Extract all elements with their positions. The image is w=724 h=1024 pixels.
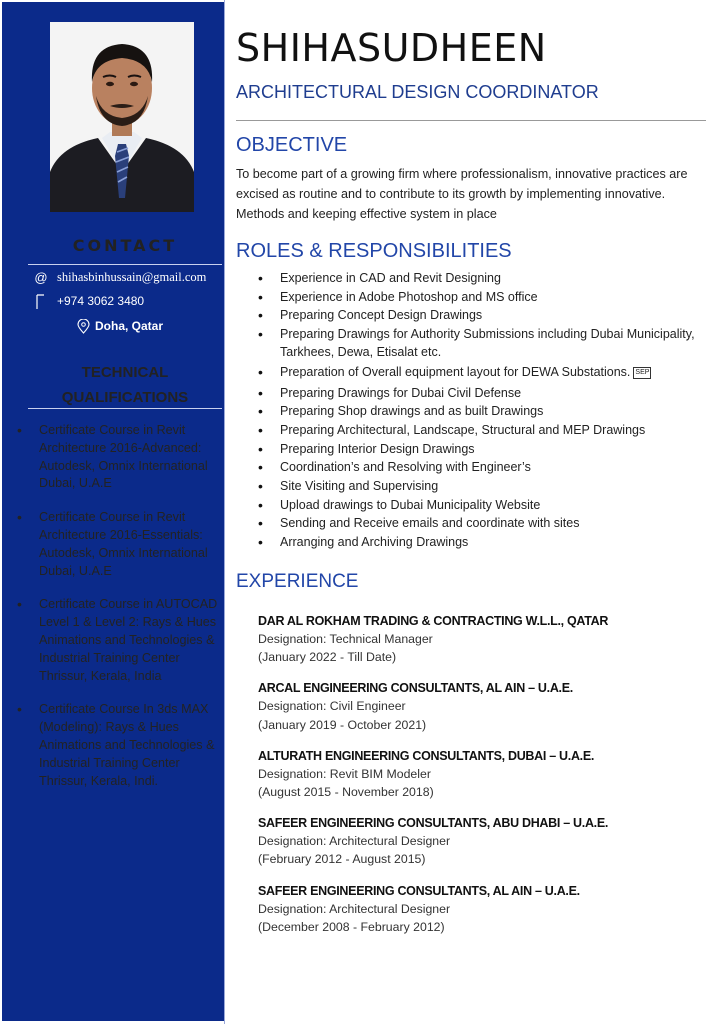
- email-row: [34, 270, 206, 285]
- at-sign-icon: @: [34, 269, 48, 285]
- phone-icon: [34, 294, 48, 308]
- role-item: • Experience in CAD and Revit Designing: [258, 270, 708, 288]
- job-title: ARCHITECTURAL DESIGN COORDINATOR: [236, 82, 599, 102]
- phone-number: +974 3062 3480: [57, 294, 145, 308]
- roles-list: [258, 270, 708, 553]
- experience-entry: [258, 679, 708, 733]
- experience-entry: [258, 747, 708, 801]
- location-pin-icon: [76, 319, 90, 333]
- role-item: • Coordination’s and Resolving with Engineer’s: [258, 459, 708, 477]
- experience-heading: EXPERIENCE: [236, 571, 359, 592]
- designation: Designation: Technical Manager: [258, 632, 433, 646]
- employment-period: (January 2022 - Till Date): [258, 650, 397, 665]
- qualification-item: • Certificate Course In 3ds MAX (Modeling): Rays & Hues Animations and Technologies & Industrial Training Center Thrissur, Kerala, Indi.: [14, 701, 218, 790]
- company-name: SAFEER ENGINEERING CONSULTANTS, ABU DHABI – U.A.E.: [258, 816, 609, 831]
- email-link[interactable]: shihasbinhussain@gmail.com: [57, 270, 207, 284]
- role-item: • Arranging and Archiving Drawings: [258, 534, 708, 552]
- employment-period: (August 2015 - November 2018): [258, 785, 434, 800]
- objective-text: To become part of a growing firm where professionalism, innovative practices are excised as routine and to contribute to its growth by implementing innovative. Methods and keeping effective system in place: [236, 167, 688, 221]
- qualification-item: • Certificate Course in Revit Architecture 2016-Essentials: Autodesk, Omnix International Dubai, U.A.E: [14, 509, 218, 580]
- employment-period: (January 2019 - October 2021): [258, 717, 427, 732]
- phone-row: [34, 294, 144, 308]
- candidate-name: SHIHASUDHEEN: [236, 26, 547, 70]
- objective-heading: OBJECTIVE: [236, 134, 348, 156]
- designation: Designation: Architectural Designer: [258, 901, 451, 916]
- role-item: • Preparing Architectural, Landscape, Structural and MEP Drawings: [258, 422, 708, 440]
- company-name: DAR AL ROKHAM TRADING & CONTRACTING W.L.L., QATAR: [258, 614, 609, 628]
- designation: Designation: Revit BIM Modeler: [258, 766, 431, 781]
- location-row: [76, 319, 163, 333]
- role-item: • Preparing Concept Design Drawings: [258, 307, 708, 325]
- role-item: • Upload drawings to Dubai Municipality Website: [258, 497, 708, 515]
- tech-heading-line1: TECHNICAL: [81, 364, 169, 381]
- role-item-text: Preparation of Overall equipment layout for DEWA Substations.: [280, 365, 631, 380]
- location-text: Doha, Qatar: [95, 319, 164, 333]
- contact-heading: CONTACT: [72, 236, 178, 255]
- tech-heading-line2: QUALIFICATIONS: [61, 389, 189, 406]
- employment-period: (December 2008 - February 2012): [258, 919, 445, 934]
- designation: Designation: Architectural Designer: [258, 834, 451, 849]
- designation: Designation: Civil Engineer: [258, 699, 406, 714]
- company-name: ALTURATH ENGINEERING CONSULTANTS, DUBAI – U.A.E.: [258, 748, 595, 763]
- role-item: • Experience in Adobe Photoshop and MS office: [258, 289, 708, 307]
- qualification-item: • Certificate Course in Revit Architecture 2016-Advanced: Autodesk, Omnix International Dubai, U.A.E: [14, 422, 218, 493]
- roles-heading: ROLES & RESPONSIBILITIES: [236, 240, 512, 262]
- experience-entry: [258, 814, 708, 868]
- employment-period: (February 2012 - August 2015): [258, 852, 426, 867]
- technical-qualifications-heading: [28, 360, 222, 410]
- role-item: • Site Visiting and Supervising: [258, 478, 708, 496]
- experience-list: [258, 612, 708, 949]
- profile-photo: [50, 22, 194, 212]
- role-item: • Preparing Drawings for Authority Submissions including Dubai Municipality, Tarkhees, Dewa, Etisalat etc.: [258, 326, 708, 361]
- role-item: • Preparing Interior Design Drawings: [258, 441, 708, 459]
- qualifications-list: [14, 422, 218, 806]
- sidebar-divider: [224, 0, 225, 1024]
- role-item: • Preparing Drawings for Dubai Civil Defense: [258, 385, 708, 403]
- company-name: SAFEER ENGINEERING CONSULTANTS, AL AIN – U.A.E.: [258, 883, 580, 898]
- qualification-item: • Certificate Course in AUTOCAD Level 1 & Level 2: Rays & Hues Animations and Technologies & Industrial Training Center Thrissur, Kerala, India: [14, 596, 218, 685]
- role-item: [258, 364, 708, 382]
- experience-entry: [258, 612, 708, 666]
- role-item: • Preparing Shop drawings and as built Drawings: [258, 403, 708, 421]
- qualifications-divider: [28, 408, 222, 409]
- contact-divider: [28, 264, 222, 265]
- header-divider: [236, 120, 706, 121]
- role-item: • Sending and Receive emails and coordinate with sites: [258, 515, 708, 533]
- experience-entry: [258, 882, 708, 936]
- company-name: ARCAL ENGINEERING CONSULTANTS, AL AIN – U.A.E.: [258, 681, 573, 696]
- separator-glyph: SEP: [633, 367, 651, 379]
